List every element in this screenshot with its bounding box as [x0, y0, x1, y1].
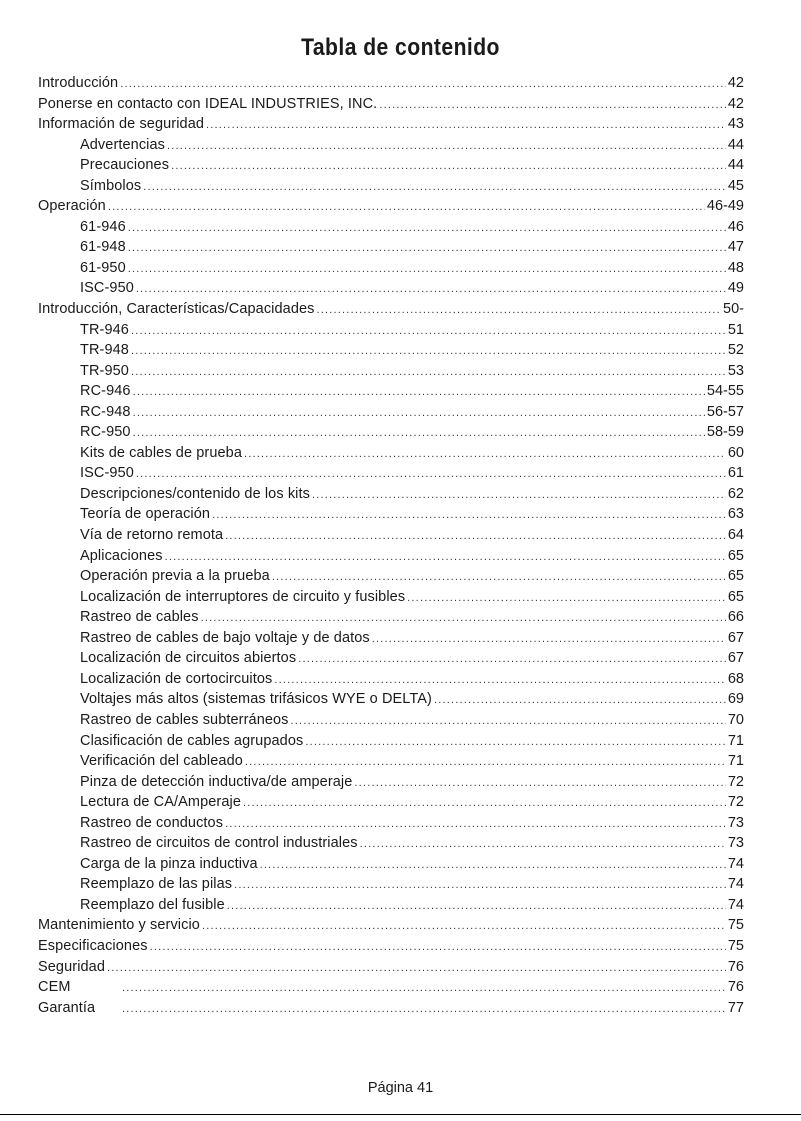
- toc-entry-page: 76: [727, 979, 744, 996]
- toc-entry-page: 45: [727, 177, 744, 194]
- dot-leader: [227, 896, 726, 916]
- toc-entry-page: 76: [727, 958, 744, 975]
- toc-entry[interactable]: [38, 689, 744, 710]
- toc-entry[interactable]: [38, 813, 744, 834]
- toc-entry-page: 42: [727, 75, 744, 91]
- toc-entry[interactable]: [38, 237, 744, 258]
- page-title: Tabla de contenido: [301, 34, 500, 61]
- dot-leader: [136, 464, 726, 484]
- toc-entry-label: Operación: [38, 198, 106, 215]
- toc-entry-page: 65: [727, 588, 744, 605]
- dot-leader: [372, 629, 726, 649]
- dot-leader: [150, 937, 726, 957]
- toc-entry[interactable]: [38, 895, 744, 916]
- dot-leader: [128, 238, 726, 258]
- toc-entry-page: 61: [727, 465, 744, 482]
- toc-entry[interactable]: [38, 648, 744, 669]
- dot-leader: [225, 526, 726, 546]
- toc-entry-page: 64: [727, 527, 744, 544]
- toc-entry[interactable]: [38, 361, 744, 382]
- toc-entry-label: Advertencias: [80, 136, 166, 153]
- toc-entry[interactable]: [38, 504, 744, 525]
- toc-entry-page: 65: [727, 547, 744, 564]
- dot-leader: [407, 588, 726, 608]
- toc-entry-page: 74: [727, 876, 744, 893]
- page-number: Página 41: [367, 1080, 434, 1096]
- bottom-rule: [0, 1114, 801, 1115]
- dot-leader: [136, 279, 726, 299]
- dot-leader: [245, 752, 726, 772]
- toc-entry[interactable]: [38, 381, 744, 402]
- toc-entry[interactable]: [38, 936, 744, 957]
- toc-entry[interactable]: [38, 217, 744, 238]
- toc-entry-page: 48: [727, 259, 744, 276]
- dot-leader: [379, 95, 726, 115]
- toc-entry-page: 74: [727, 896, 744, 913]
- toc-entry-page: 73: [727, 814, 744, 831]
- dot-leader: [120, 74, 726, 94]
- toc-entry-label: TR-948: [80, 342, 129, 359]
- toc-entry-page: 46-49: [706, 198, 744, 215]
- toc-entry[interactable]: [38, 278, 744, 299]
- toc-entry[interactable]: [38, 751, 744, 772]
- dot-leader: [201, 608, 726, 628]
- toc-entry-page: 46: [727, 218, 744, 235]
- toc-entry-label: Descripciones/contenido de los kits: [80, 485, 310, 502]
- toc-entry[interactable]: [38, 977, 744, 998]
- toc-entry-page: 54-55: [706, 383, 744, 400]
- toc-entry-page: 72: [727, 773, 744, 790]
- dot-leader: [291, 711, 726, 731]
- toc-entry[interactable]: [38, 155, 744, 176]
- toc-entry-page: 58-59: [706, 424, 744, 441]
- toc-entry-label: Voltajes más altos (sistemas trifásicos WYE o DELTA): [80, 691, 432, 708]
- dot-leader: [131, 362, 726, 382]
- toc-entry-label: Seguridad: [38, 958, 106, 975]
- toc-entry-page: 50-: [723, 301, 744, 318]
- toc-entry-page: 67: [727, 650, 744, 667]
- toc-entry[interactable]: [38, 546, 744, 567]
- toc-entry[interactable]: [38, 833, 744, 854]
- toc-entry[interactable]: [38, 854, 744, 875]
- toc-entry[interactable]: [38, 73, 744, 94]
- toc-entry-label: Kits de cables de prueba: [80, 444, 243, 461]
- dot-leader: [108, 197, 705, 217]
- toc-entry[interactable]: [38, 463, 744, 484]
- toc-entry[interactable]: [38, 998, 744, 1019]
- toc-entry-page: 56-57: [706, 403, 744, 420]
- toc-entry-label: Rastreo de cables: [80, 609, 199, 626]
- dot-leader: [354, 773, 725, 793]
- toc-entry-page: 65: [727, 568, 744, 585]
- toc-entry[interactable]: [38, 628, 744, 649]
- toc-entry-label: RC-950: [80, 424, 131, 441]
- toc-entry-label: Información de seguridad: [38, 116, 205, 133]
- dot-leader: [298, 649, 726, 669]
- toc-entry[interactable]: [38, 176, 744, 197]
- toc-entry-page: 51: [727, 321, 744, 338]
- dot-leader: [317, 300, 722, 320]
- toc-entry-page: 44: [727, 136, 744, 153]
- dot-leader: [260, 855, 726, 875]
- dot-leader: [212, 505, 726, 525]
- toc-entry[interactable]: [38, 443, 744, 464]
- toc-entry-label: Pinza de detección inductiva/de amperaje: [80, 773, 353, 790]
- toc-entry-page: 68: [727, 670, 744, 687]
- toc-entry[interactable]: [38, 299, 744, 320]
- dot-leader: [133, 423, 705, 443]
- dot-leader: [133, 403, 705, 423]
- toc-entry[interactable]: [38, 402, 744, 423]
- dot-leader: [171, 156, 726, 176]
- toc-entry[interactable]: [38, 196, 744, 217]
- toc-entry-page: 74: [727, 855, 744, 872]
- dot-leader: [131, 341, 726, 361]
- dot-leader: [165, 547, 726, 567]
- dot-leader: [234, 875, 726, 895]
- dot-leader: [225, 814, 726, 834]
- dot-leader: [167, 136, 726, 156]
- toc-entry[interactable]: [38, 607, 744, 628]
- toc-entry[interactable]: [38, 792, 744, 813]
- toc-entry-label: 61-948: [80, 239, 126, 256]
- toc-entry-label: Reemplazo del fusible: [80, 896, 225, 913]
- toc-entry-page: 75: [727, 937, 744, 954]
- toc-entry-page: 70: [727, 711, 744, 728]
- toc-entry-page: 69: [727, 691, 744, 708]
- toc-entry-label: 61-946: [80, 218, 126, 235]
- toc-entry[interactable]: [38, 114, 744, 135]
- toc-entry-label: Símbolos: [80, 177, 142, 194]
- toc-entry-label: Aplicaciones: [80, 547, 163, 564]
- toc-entry-label: Precauciones: [80, 157, 170, 174]
- dot-leader: [206, 115, 726, 135]
- toc-entry-label: Teoría de operación: [80, 506, 211, 523]
- toc-entry-page: 49: [727, 280, 744, 297]
- toc-entry-label: Rastreo de cables de bajo voltaje y de datos: [80, 629, 370, 646]
- toc-entry-label: Operación previa a la prueba: [80, 568, 270, 585]
- toc-entry[interactable]: [38, 258, 744, 279]
- toc-entry-page: 77: [727, 999, 744, 1016]
- toc-entry-label: Verificación del cableado: [80, 753, 243, 770]
- toc-entry[interactable]: [38, 669, 744, 690]
- toc-entry[interactable]: [38, 94, 744, 115]
- toc-entry[interactable]: [38, 957, 744, 978]
- toc-entry[interactable]: [38, 340, 744, 361]
- toc-entry-label: TR-946: [80, 321, 129, 338]
- toc-entry[interactable]: [38, 772, 744, 793]
- toc-entry-label: Garantía: [38, 999, 96, 1016]
- toc-entry-page: 71: [727, 753, 744, 770]
- toc-entry[interactable]: [38, 484, 744, 505]
- toc-entry[interactable]: [38, 710, 744, 731]
- toc-entry-page: 75: [727, 917, 744, 934]
- toc-entry-label: Vía de retorno remota: [80, 527, 224, 544]
- toc-entry-page: 43: [727, 116, 744, 133]
- toc-entry-page: 60: [727, 444, 744, 461]
- dot-leader: [131, 321, 726, 341]
- toc-entry-page: 53: [727, 362, 744, 379]
- toc-entry[interactable]: [38, 525, 744, 546]
- toc-entry-label: Carga de la pinza inductiva: [80, 855, 258, 872]
- dot-leader: [107, 958, 726, 978]
- toc-entry-label: Ponerse en contacto con IDEAL INDUSTRIES, INC.: [38, 95, 378, 112]
- dot-leader: [434, 690, 726, 710]
- toc-entry-page: 44: [727, 157, 744, 174]
- toc-entry-label: RC-946: [80, 383, 131, 400]
- toc-entry-label: Introducción, Características/Capacidades: [38, 301, 315, 318]
- toc-entry-label: ISC-950: [80, 280, 134, 297]
- toc-entry[interactable]: [38, 587, 744, 608]
- toc-entry-label: Reemplazo de las pilas: [80, 876, 233, 893]
- toc-entry[interactable]: [38, 135, 744, 156]
- dot-leader: [305, 732, 726, 752]
- toc-entry-page: 72: [727, 794, 744, 811]
- toc-entry[interactable]: [38, 422, 744, 443]
- toc-entry-page: 63: [727, 506, 744, 523]
- toc-entry-label: Introducción: [38, 75, 119, 91]
- toc-entry[interactable]: [38, 566, 744, 587]
- toc-entry-page: 71: [727, 732, 744, 749]
- toc-entry[interactable]: [38, 915, 744, 936]
- toc-entry-label: Rastreo de cables subterráneos: [80, 711, 289, 728]
- toc-entry-label: TR-950: [80, 362, 129, 379]
- toc-entry-label: Localización de interruptores de circuito y fusibles: [80, 588, 406, 605]
- dot-leader: [360, 834, 726, 854]
- dot-leader: [202, 916, 726, 936]
- toc-entry-label: Localización de cortocircuitos: [80, 670, 273, 687]
- dot-leader: [128, 218, 726, 238]
- dot-leader: [312, 485, 726, 505]
- dot-leader: [243, 793, 726, 813]
- dot-leader: [122, 978, 726, 998]
- toc-entry[interactable]: [38, 320, 744, 341]
- toc-entry-label: 61-950: [80, 259, 126, 276]
- dot-leader: [122, 999, 726, 1019]
- toc-entry-label: Rastreo de circuitos de control industriales: [80, 835, 358, 852]
- dot-leader: [128, 259, 726, 279]
- toc-entry[interactable]: [38, 874, 744, 895]
- toc-entry-page: 73: [727, 835, 744, 852]
- toc-entry-page: 52: [727, 342, 744, 359]
- toc-entry-label: Mantenimiento y servicio: [38, 917, 200, 934]
- toc-entry-page: 47: [727, 239, 744, 256]
- dot-leader: [272, 567, 726, 587]
- table-of-contents: [38, 73, 744, 1018]
- dot-leader: [143, 177, 726, 197]
- toc-entry-label: RC-948: [80, 403, 131, 420]
- toc-entry-label: Clasificación de cables agrupados: [80, 732, 304, 749]
- dot-leader: [133, 382, 705, 402]
- toc-entry-label: Localización de circuitos abiertos: [80, 650, 297, 667]
- toc-entry-page: 62: [727, 485, 744, 502]
- toc-entry-page: 66: [727, 609, 744, 626]
- toc-entry-label: ISC-950: [80, 465, 134, 482]
- dot-leader: [244, 444, 726, 464]
- toc-entry-page: 42: [727, 95, 744, 112]
- toc-entry-label: CEM: [38, 979, 71, 996]
- toc-entry-label: Especificaciones: [38, 937, 148, 954]
- toc-entry-label: Lectura de CA/Amperaje: [80, 794, 241, 811]
- toc-entry-label: Rastreo de conductos: [80, 814, 224, 831]
- toc-entry[interactable]: [38, 731, 744, 752]
- toc-entry-page: 67: [727, 629, 744, 646]
- dot-leader: [274, 670, 725, 690]
